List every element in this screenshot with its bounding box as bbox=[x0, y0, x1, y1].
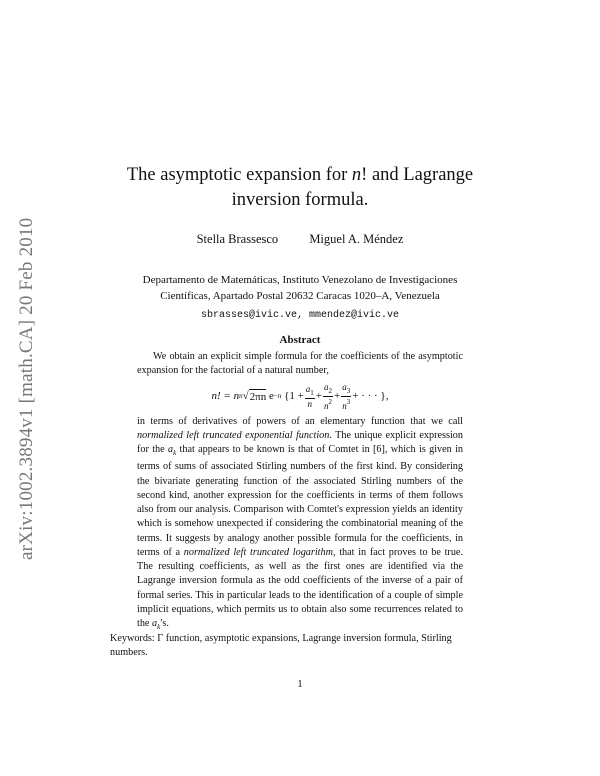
paper-title: The asymptotic expansion for n! and Lagrange inversion formula. bbox=[126, 165, 474, 210]
affiliation: Departamento de Matemáticas, Instituto Venezolano de Investigaciones Científicas, Apartado Postal 20632 Caracas 1020–A, Venezuela bbox=[142, 274, 458, 302]
author-list bbox=[110, 232, 490, 247]
abstract-body bbox=[137, 350, 463, 634]
page-number: 1 bbox=[297, 678, 303, 690]
abstract-heading: Abstract bbox=[279, 334, 321, 346]
keywords: Keywords: Γ function, asymptotic expansions, Lagrange inversion formula, Stirling numbers. bbox=[110, 633, 452, 658]
arxiv-identifier: arXiv:1002.3894v1 [math.CA] 20 Feb 2010 bbox=[16, 217, 37, 560]
author-name: Miguel A. Méndez bbox=[309, 232, 404, 246]
stirling-equation: n! = n n √ 2πn e −n {1 + $\frac{a_1}{n}$ + $\frac{a_2}{n^2}$ + $\frac{a_3}{n^3}$ + · · · }, bbox=[211, 382, 389, 411]
author-emails: sbrasses@ivic.ve, mmendez@ivic.ve bbox=[200, 310, 400, 321]
abstract-text: in terms of derivatives of powers of an elementary function that we call normalized left truncated exponential function. The unique explicit expression for the $a_k$ that appears to be known is that of Comtet in [6], which is given in terms of sums of associated Stirling numbers of the first kind. By considering the bivariate generating function of the associated Stirling numbers of the second kind, another expression for the coefficients in terms of them follows also from our analysis. Comparison with Comtet's expression yields an identity which is somehow unexpected if considering the combinatorial meaning of the terms. It suggests by analogy another possible formula for the coefficients, in terms of a normalized left truncated logarithm, that in fact proves to be true. The resulting coefficients, as well as the first ones are identified via the Lagrange inversion formula as the odd coefficients of the inverse of a pair of formal series. This in particular leads to the identification of a couple of simple implicit equations, which permits us to obtain also some recurrences related to the $a_k's$. bbox=[137, 415, 464, 631]
abstract-intro: We obtain an explicit simple formula for the coefficients of the asymptotic expansion for the factorial of a natural number, bbox=[137, 351, 463, 377]
author-name: Stella Brassesco bbox=[196, 232, 279, 246]
